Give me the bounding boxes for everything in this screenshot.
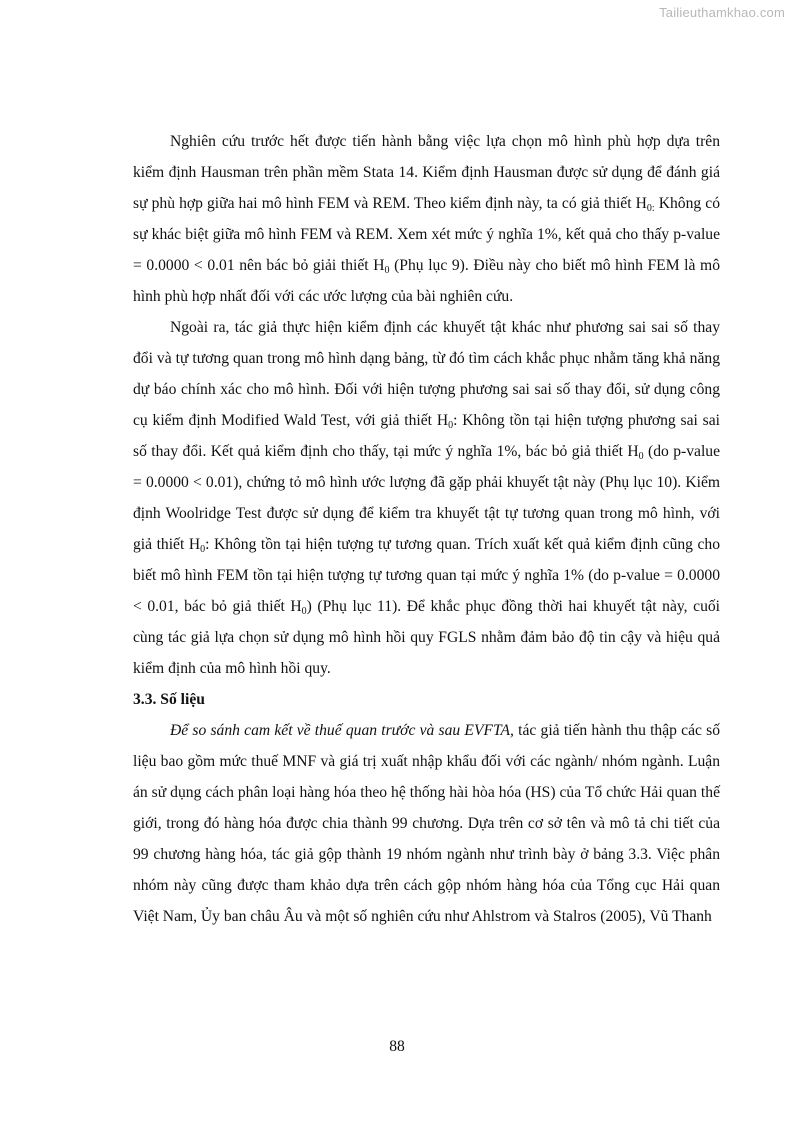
subscript: 0:	[646, 203, 655, 214]
paragraph-hausman-test	[133, 126, 720, 312]
subscript: 0	[638, 451, 644, 462]
text: ) (Phụ lục 11). Để khắc phục đồng thời hai khuyết tật này, cuối cùng tác giả lựa chọn sử dụng mô hình hồi quy FGLS nhằm đảm bảo độ tin cậy và hiệu quả kiểm định của mô hình hồi quy.	[133, 598, 720, 677]
italic-intro: Để so sánh cam kết về thuế quan trước và sau EVFTA,	[170, 722, 514, 739]
subscript: 0	[448, 420, 454, 431]
page-body	[133, 126, 720, 932]
text: Không có sự khác biệt giữa mô hình FEM và REM. Xem xét mức ý nghĩa 1%, kết quả cho thấy p-value = 0.0000 < 0.01 nên bác bỏ giải thiết H	[133, 195, 720, 274]
text: tác giả tiến hành thu thập các số liệu bao gồm mức thuế MNF và giá trị xuất nhập khẩu đối với các ngành/ nhóm ngành. Luận án sử dụng cách phân loại hàng hóa theo hệ thống hài hòa hóa (HS) của Tổ chức Hải quan thế giới, trong đó hàng hóa được chia thành 99 chương. Dựa trên cơ sở tên và mô tả chi tiết của 99 chương hàng hóa, tác giả gộp thành 19 nhóm ngành như trình bày ở bảng 3.3. Việc phân nhóm này cũng được tham khảo dựa trên cách gộp nhóm hàng hóa của Tổng cục Hải quan Việt Nam, Ủy ban châu Âu và một số nghiên cứu như Ahlstrom và Stalros (2005), Vũ Thanh	[133, 722, 720, 925]
paragraph-data-source	[133, 715, 720, 932]
text: Nghiên cứu trước hết được tiến hành bằng việc lựa chọn mô hình phù hợp dựa trên kiểm định Hausman trên phần mềm Stata 14. Kiểm định Hausman được sử dụng để đánh giá sự phù hợp giữa hai mô hình FEM và REM. Theo kiểm định này, ta có giả thiết H	[133, 133, 720, 212]
subscript: 0	[200, 544, 206, 555]
text: : Không tồn tại hiện tượng phương sai sai số thay đổi. Kết quả kiểm định cho thấy, tại mức ý nghĩa 1%, bác bỏ giả thiết H	[133, 412, 721, 460]
text: (Phụ lục 9). Điều này cho biết mô hình FEM là mô hình phù hợp nhất đối với các ước lượng của bài nghiên cứu.	[133, 257, 720, 305]
text: : Không tồn tại hiện tượng tự tương quan. Trích xuất kết quả kiểm định cũng cho biết mô hình FEM tồn tại hiện tượng tự tương quan tại mức ý nghĩa 1% (do p-value = 0.0000 < 0.01, bác bỏ giả thiết H	[133, 536, 721, 615]
text: (do p-value = 0.0000 < 0.01), chứng tỏ mô hình ước lượng đã gặp phải khuyết tật này (Phụ lục 10). Kiểm định Woolridge Test được sử dụng để kiểm tra khuyết tật tự tương quan trong mô hình, với giả thiết H	[133, 443, 720, 553]
section-heading: 3.3. Số liệu	[133, 691, 205, 708]
watermark: Tailieuthamkhao.com	[659, 5, 785, 20]
subscript: 0	[384, 265, 390, 276]
text: Ngoài ra, tác giả thực hiện kiểm định các khuyết tật khác như phương sai sai số thay đổi và tự tương quan trong mô hình dạng bảng, từ đó tìm cách khắc phục nhằm tăng khả năng dự báo chính xác cho mô hình. Đối với hiện tượng phương sai sai số thay đổi, sử dụng công cụ kiểm định Modified Wald Test, với giả thiết H	[133, 319, 720, 429]
subscript: 0	[301, 606, 307, 617]
page-number: 88	[389, 1038, 405, 1055]
paragraph-defect-tests	[133, 312, 720, 684]
